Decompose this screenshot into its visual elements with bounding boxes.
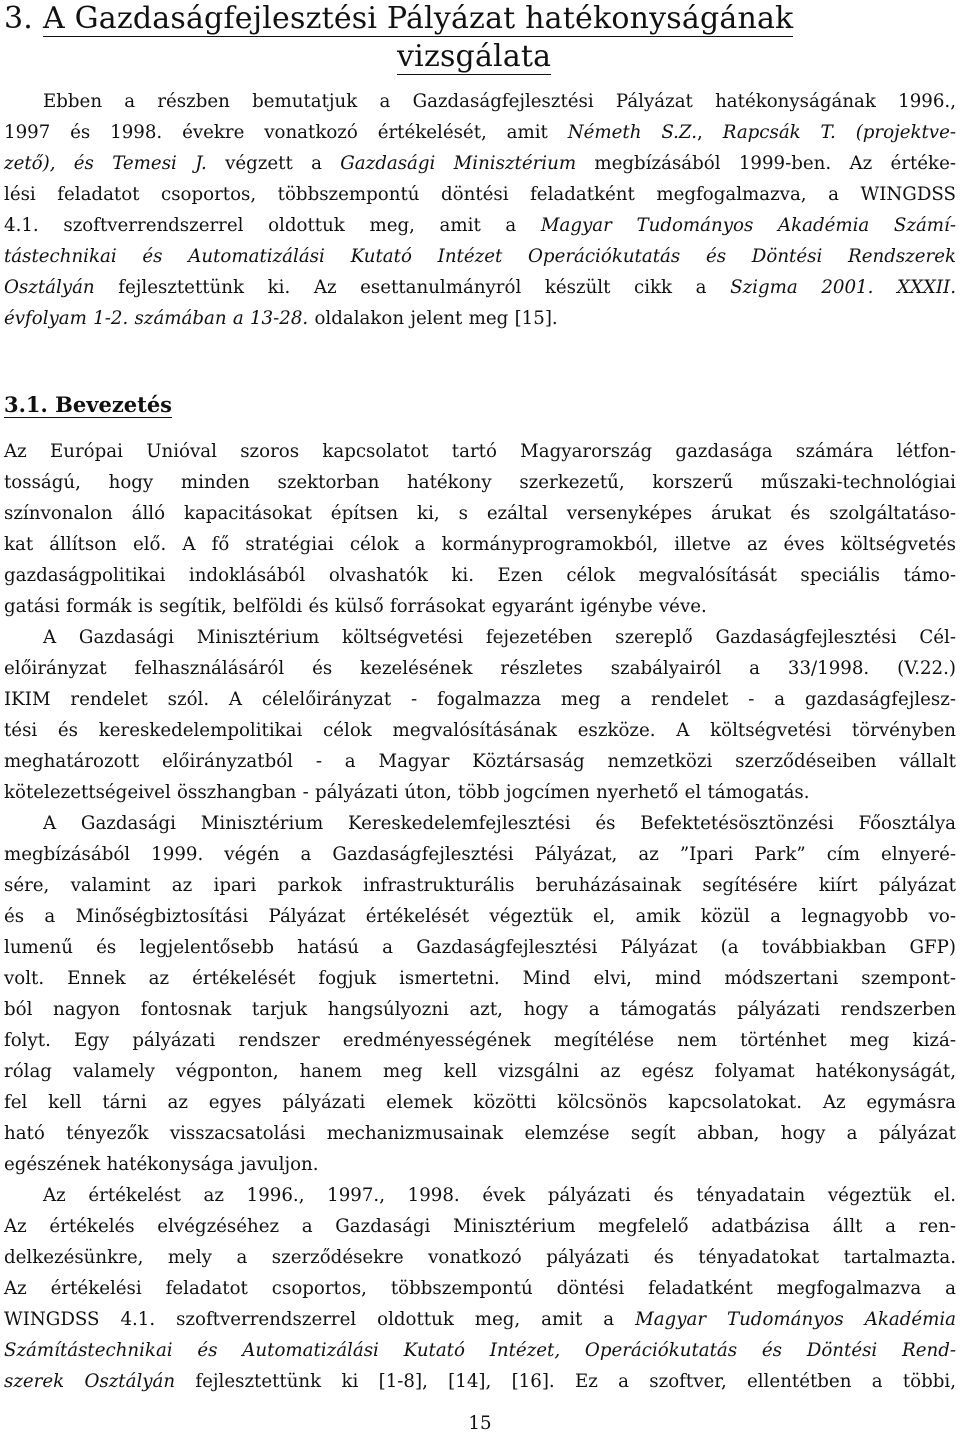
body-line: volt. Ennek az értékelését fogjuk ismertetni. Mind elvi, mind módszertani szempont- (4, 968, 956, 989)
body-line: gatási formák is segítik, belföldi és külső forrásokat egyaránt igénybe véve. (4, 596, 707, 617)
body-line: megbízásából 1999. végén a Gazdaságfejlesztési Pályázat, az ”Ipari Park” cím elnyeré- (4, 844, 956, 865)
intro-line-8: évfolyam 1-2. számában a 13-28. oldalakon jelent meg [15]. (4, 308, 558, 329)
chapter-number: 3. (4, 1, 34, 36)
body-line: Az értékelés elvégzéséhez a Gazdasági Minisztérium megfelelő adatbázisa állt a ren- (4, 1216, 956, 1237)
intro-line-2: 1997 és 1998. évekre vonatkozó értékelését, amit Németh S.Z., Rapcsák T. (projektve- (4, 122, 956, 143)
section-heading: 3.1. Bevezetés (4, 392, 172, 417)
intro-line-1: Ebben a részben bemutatjuk a Gazdaságfejlesztési Pályázat hatékonyságának 1996., (43, 91, 956, 112)
body-line: delkezésünkre, mely a szerződésekre vonatkozó pályázati és tényadatokat tartalmazta. (4, 1247, 956, 1268)
body-line: ható tényezők visszacsatolási mechanizmusainak elemzése segít abban, hogy a pályázat (4, 1123, 956, 1144)
body-line: tosságú, hogy minden szektorban hatékony szerkezetű, korszerű műszaki-technológiai (4, 472, 956, 493)
body-line: meghatározott előirányzatból - a Magyar Köztársaság nemzetközi szerződéseiben vállalt (4, 751, 956, 772)
body-line: tési és kereskedelempolitikai célok megvalósításának eszköze. A költségvetési törvényben (4, 720, 956, 741)
body-line: lumenű és legjelentősebb hatású a Gazdaságfejlesztési Pályázat (a továbbiakban GFP) (4, 937, 956, 958)
body-line: sére, valamint az ipari parkok infrastrukturális beruházásainak segítésére kiírt pályázat (4, 875, 956, 896)
intro-line-4: lési feladatot csoportos, többszempontú döntési feladatként megfogalmazva, a WINGDSS (4, 184, 956, 205)
body-line: Az értékelési feladatot csoportos, többszempontú döntési feladatként megfogalmazva a (4, 1278, 956, 1299)
intro-line-7: Osztályán fejlesztettünk ki. Az esettanulmányról készült cikk a Szigma 2001. XXXII. (4, 277, 956, 298)
chapter-title-line-1: A Gazdaságfejlesztési Pályázat hatékonyságának (43, 1, 794, 36)
body-line: folyt. Egy pályázati rendszer eredményességének megítélése nem történhet meg kizá- (4, 1030, 956, 1051)
chapter-title-line-2: vizsgálata (397, 39, 552, 74)
body-line: ból nagyon fontosnak tarjuk hangsúlyozni azt, hogy a támogatás pályázati rendszerben (4, 999, 956, 1020)
intro-line-6: tástechnikai és Automatizálási Kutató Intézet Operációkutatás és Döntési Rendszerek (4, 246, 956, 267)
body-line: A Gazdasági Minisztérium Kereskedelemfejlesztési és Befektetésösztönzési Főosztálya (43, 813, 956, 834)
body-line: IKIM rendelet szól. A célelőirányzat - fogalmazza meg a rendelet - a gazdaságfejlesz- (4, 689, 956, 710)
body-line: Az értékelést az 1996., 1997., 1998. évek pályázati és tényadatain végeztük el. (43, 1185, 956, 1206)
body-line: szerek Osztályán fejlesztettünk ki [1-8], [14], [16]. Ez a szoftver, ellentétben a többi, (4, 1371, 956, 1392)
body-line: Számítástechnikai és Automatizálási Kutató Intézet, Operációkutatás és Döntési Rend- (4, 1340, 956, 1361)
body-line: és a Minőségbiztosítási Pályázat értékelését végeztük el, amik közül a legnagyobb vo- (4, 906, 956, 927)
body-line: rólag valamely végponton, hanem meg kell vizsgálni az egész folyamat hatékonyságát, (4, 1061, 956, 1082)
body-line: Az Európai Unióval szoros kapcsolatot tartó Magyarország gazdasága számára létfon- (4, 441, 956, 462)
body-line: gazdaságpolitikai indoklásából olvashatók ki. Ezen célok megvalósítását speciális támo- (4, 565, 956, 586)
intro-line-3: zető), és Temesi J. végzett a Gazdasági Minisztérium megbízásából 1999-ben. Az értéke- (4, 153, 956, 174)
chapter-title (4, 0, 956, 76)
body-line: fel kell tárni az egyes pályázati elemek közötti kölcsönös kapcsolatokat. Az egymásra (4, 1092, 956, 1113)
body-line: WINGDSS 4.1. szoftverrendszerrel oldottuk meg, amit a Magyar Tudományos Akadémia (4, 1309, 957, 1330)
body-line: színvonalon álló kapacitásokat építsen ki, s ezáltal versenyképes árukat és szolgáltatáso- (4, 503, 956, 524)
body-line: előirányzat felhasználásáról és kezelésének részletes szabályairól a 33/1998. (V.22.) (4, 658, 956, 679)
intro-line-5: 4.1. szoftverrendszerrel oldottuk meg, amit a Magyar Tudományos Akadémia Számí- (4, 215, 956, 236)
page-number: 15 (468, 1413, 492, 1434)
body-line: A Gazdasági Minisztérium költségvetési fejezetében szereplő Gazdaságfejlesztési Cél- (43, 627, 956, 648)
body-line: kötelezettségeivel összhangban - pályázati úton, több jogcímen nyerhető el támogatás. (4, 782, 810, 803)
body-line: egészének hatékonysága javuljon. (4, 1154, 319, 1175)
body-line: kat állítson elő. A fő stratégiai célok a kormányprogramokból, illetve az éves költségvetés (4, 534, 956, 555)
